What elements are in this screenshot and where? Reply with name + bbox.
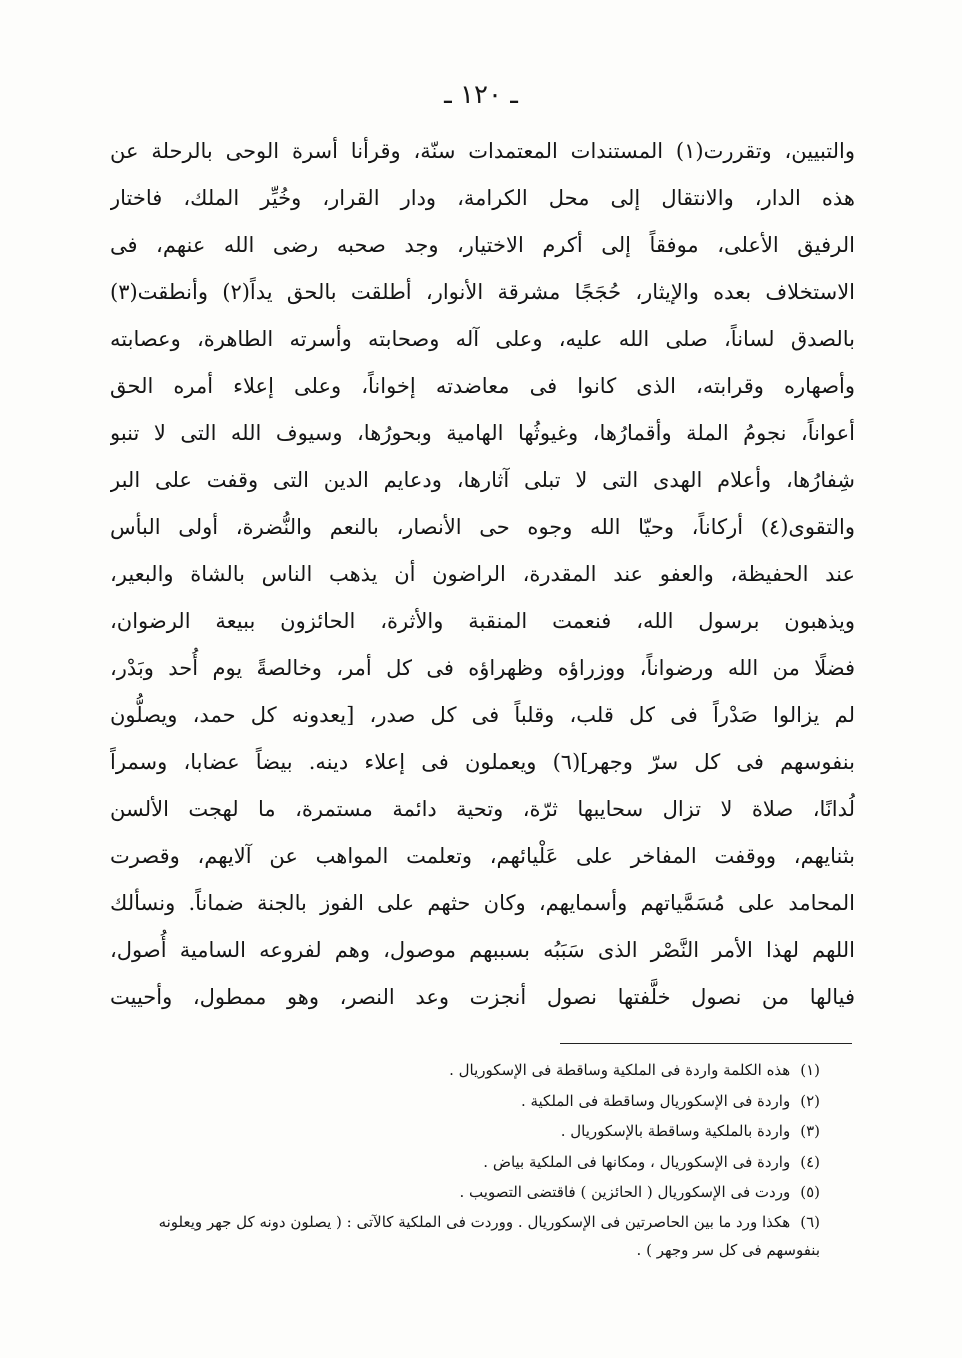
- footnote-text: هكذا ورد ما بين الحاصرتين فى الإسكوريال . ووردت فى الملكية كالآتى : ( يصلون دونه كل جهر ويعلونه بنفوسهم فى كل سر وجهر ) .: [158, 1212, 820, 1259]
- text-line: بنفوسهم فى كل سرّ وجهر](٦) ويعملون فى إعلاء دينه. بيضاً عضابا، وسمراً: [110, 750, 855, 774]
- footnote-marker: (٥): [800, 1183, 820, 1201]
- text-line: شِفارُها، وأعلام الهدى التى لا تبلى آثارها، ودعايم الدين التى وقفت على البر: [110, 468, 855, 492]
- text-line: والتقوى(٤) أركاناً، وحيّا الله وجوه حى الأنصار، بالنعم والنُّضرة، أولى البأس: [110, 515, 855, 539]
- footnote: [140, 1055, 820, 1086]
- text-line: اللهم لهذا الأمر النَّصْر الذى سَبَبُه بسببهم موصول، وهم لفروعه السامية أُصول،: [110, 938, 855, 962]
- footnote-marker: (١): [800, 1061, 820, 1079]
- footnote-marker: (٦): [800, 1212, 820, 1231]
- text-line: بالصدق لساناً، صلى الله عليه، وعلى آله وصحابته وأسرته الطاهرة، وعصابته: [110, 327, 855, 351]
- footnote-text: واردة بالملكية وساقطة بالإسكوريال .: [560, 1122, 791, 1140]
- text-line: وأصهاره وقرابته، الذى كانوا فى معاضدته إخواناً، وعلى إعلاء أمره الحق: [110, 374, 855, 398]
- text-line: فضلًا من الله ورضواناً، ووزراؤه وظهراؤه فى كل أمر، وخالصةً يوم أُحد وبَدْر،: [110, 656, 855, 680]
- text-line: الاستخلاف بعده والإيثار، حُجَجًا مشرقة الأنوار، أطلقت بالحق يداً(٢) وأنطقت(٣): [110, 280, 855, 304]
- footnote: [140, 1116, 820, 1147]
- footnote-text: واردة فى الإسكوريال ، ومكانها فى الملكية بياض .: [483, 1152, 791, 1171]
- footnote-marker: (٤): [800, 1152, 820, 1171]
- footnote: [140, 1208, 820, 1264]
- footnote-text: هذه الكلمة واردة فى الملكية وساقطة فى الإسكوريال .: [449, 1061, 791, 1079]
- footnote: [140, 1177, 820, 1208]
- text-line: لم يزالوا صَدْراً فى كل قلب، وقلباً فى كل صدر، [يعدونه كل حمد، ويصلُّون: [110, 703, 855, 727]
- text-line: عند الحفيظة، والعفو عند المقدرة، الراضون أن يذهب الناس بالشاة والبعير،: [110, 562, 855, 586]
- main-text: [110, 128, 855, 1021]
- footnote-divider: [560, 1043, 852, 1044]
- page-number: ـ ١٢٠ ـ: [444, 80, 518, 110]
- footnote-text: واردة فى الإسكوريال وساقطة فى الملكية .: [520, 1091, 791, 1110]
- footnote: [140, 1147, 820, 1178]
- text-line: فيالها من نصول خلَّفتها نصول أنجزت وعد النصر، وهو ممطول، وأحييت: [110, 985, 855, 1009]
- footnote-marker: (٣): [800, 1122, 820, 1140]
- text-line: لُدانًا، صلاة لا تزال سحايبها ثرّة، وتحية دائمة مستمرة، ما لهجت الألسن: [110, 797, 855, 821]
- text-line: المحامد على مُسَمَّياتهم وأسمايهم، وكان حثهم على الفوز بالجنة ضماناً. ونسألك: [110, 891, 855, 915]
- text-line: الرفيق الأعلى، موفقاً إلى أكرم الاختيار، وجد صحبه رضى الله عنهم، فى: [110, 233, 855, 257]
- text-line: بثنايهم، ووقفت المفاخر على عَلْيائهم، وتعلمت المواهب عن آلايهم، وقصرت: [110, 844, 855, 868]
- footnote-text: وردت فى الإسكوريال ( الحائزين ) فاقتضى التصويب .: [459, 1183, 791, 1201]
- footnote: [140, 1086, 820, 1117]
- text-line: أعواناً، نجومُ الملة وأقمارُها، وغيوثُها الهامية وبحورُها، وسيوف الله التى لا تنبو: [110, 421, 855, 445]
- text-line: ويذهبون برسول الله، فنعمت المنقبة والأثرة، الحائزون ببيعة الرضوان،: [110, 609, 855, 633]
- footnotes: [140, 1055, 820, 1264]
- text-line: هذه الدار، والانتقال إلى محل الكرامة، ودار القرار، وخُيِّر الملك، فاختار: [110, 186, 855, 210]
- text-line: والتبيين، وتقررت(١) المستندات المعتمدات سنّة، وقرأنا أسرة الوحى بالرحلة عن: [110, 139, 855, 163]
- footnote-marker: (٢): [800, 1091, 820, 1110]
